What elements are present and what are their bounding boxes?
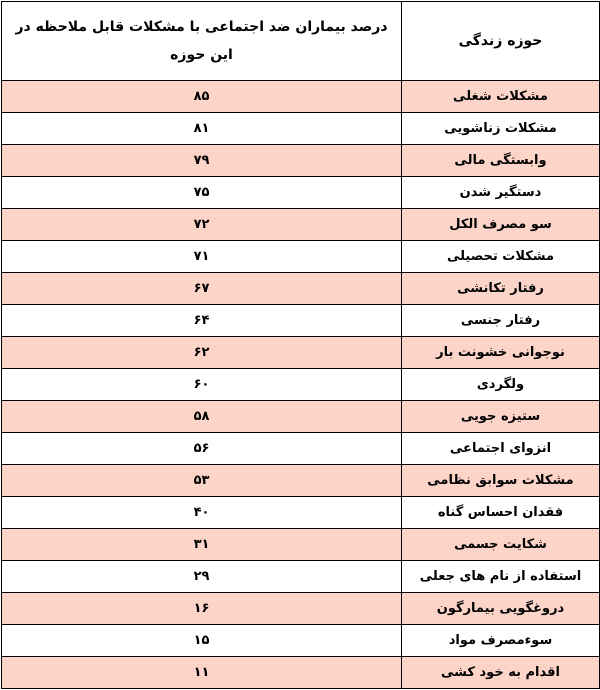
life-domain-cell: مشکلات سوابق نظامی xyxy=(402,465,600,497)
percentage-cell: ۷۱ xyxy=(2,241,402,273)
table-row xyxy=(2,433,600,465)
table-row xyxy=(2,529,600,561)
percentage-cell: ۶۲ xyxy=(2,337,402,369)
table-row xyxy=(2,593,600,625)
life-domain-cell: ستیزه جویی xyxy=(402,401,600,433)
life-domain-cell: دروغگویی بیمارگون xyxy=(402,593,600,625)
life-domain-cell: دستگیر شدن xyxy=(402,177,600,209)
table-row xyxy=(2,465,600,497)
percentage-cell: ۲۹ xyxy=(2,561,402,593)
header-percentage: درصد بیماران ضد اجتماعی با مشکلات قابل ملاحظه در این حوزه xyxy=(2,2,402,81)
table-row xyxy=(2,369,600,401)
table-row xyxy=(2,241,600,273)
life-domain-cell: ولگردی xyxy=(402,369,600,401)
table-row xyxy=(2,113,600,145)
table-row xyxy=(2,497,600,529)
table-body xyxy=(2,81,600,689)
table-row xyxy=(2,337,600,369)
life-domain-cell: سوءمصرف مواد xyxy=(402,625,600,657)
percentage-cell: ۶۷ xyxy=(2,273,402,305)
life-domain-cell: اقدام به خود کشی xyxy=(402,657,600,689)
table-header-row xyxy=(2,2,600,81)
table-row xyxy=(2,657,600,689)
percentage-cell: ۸۱ xyxy=(2,113,402,145)
table-row xyxy=(2,145,600,177)
percentage-cell: ۵۸ xyxy=(2,401,402,433)
table-row xyxy=(2,177,600,209)
percentage-cell: ۱۶ xyxy=(2,593,402,625)
percentage-cell: ۵۳ xyxy=(2,465,402,497)
table-row xyxy=(2,401,600,433)
table-row xyxy=(2,209,600,241)
percentage-cell: ۷۲ xyxy=(2,209,402,241)
percentage-cell: ۶۴ xyxy=(2,305,402,337)
percentage-cell: ۱۱ xyxy=(2,657,402,689)
percentage-cell: ۸۵ xyxy=(2,81,402,113)
table-row xyxy=(2,305,600,337)
life-domain-cell: مشکلات زناشویی xyxy=(402,113,600,145)
table-row xyxy=(2,273,600,305)
life-domain-cell: انزوای اجتماعی xyxy=(402,433,600,465)
table-row xyxy=(2,81,600,113)
life-domain-cell: فقدان احساس گناه xyxy=(402,497,600,529)
percentage-cell: ۱۵ xyxy=(2,625,402,657)
percentage-cell: ۷۵ xyxy=(2,177,402,209)
life-domain-cell: رفتار تکانشی xyxy=(402,273,600,305)
life-domain-cell: وابستگی مالی xyxy=(402,145,600,177)
life-domain-cell: مشکلات شغلی xyxy=(402,81,600,113)
data-table xyxy=(1,1,600,689)
life-domain-cell: رفتار جنسی xyxy=(402,305,600,337)
percentage-cell: ۶۰ xyxy=(2,369,402,401)
percentage-cell: ۴۰ xyxy=(2,497,402,529)
life-domain-cell: نوجوانی خشونت بار xyxy=(402,337,600,369)
life-domain-cell: شکایت جسمی xyxy=(402,529,600,561)
header-life-domain: حوزه زندگی xyxy=(402,2,600,81)
percentage-cell: ۳۱ xyxy=(2,529,402,561)
life-domain-cell: استفاده از نام های جعلی xyxy=(402,561,600,593)
life-domain-cell: مشکلات تحصیلی xyxy=(402,241,600,273)
table-row xyxy=(2,561,600,593)
life-domain-cell: سو مصرف الکل xyxy=(402,209,600,241)
table-row xyxy=(2,625,600,657)
percentage-cell: ۷۹ xyxy=(2,145,402,177)
percentage-cell: ۵۶ xyxy=(2,433,402,465)
